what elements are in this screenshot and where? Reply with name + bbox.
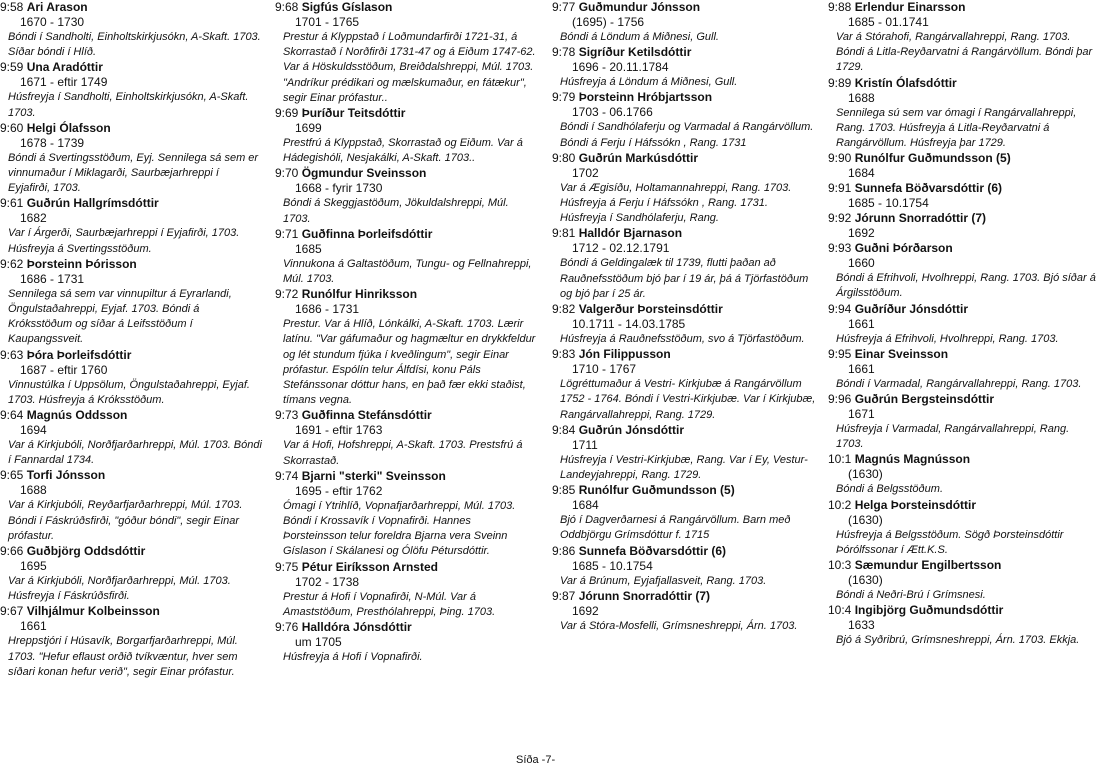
- entry-heading: [552, 347, 817, 362]
- life-dates: 1694: [20, 423, 47, 438]
- person-name: Guðfinna Stefánsdóttir: [301, 408, 432, 423]
- life-dates: 1685 - 01.1741: [848, 15, 929, 29]
- entry-heading: [552, 589, 817, 604]
- life-dates: 1678 - 1739: [20, 135, 85, 150]
- entry-heading: [828, 181, 1098, 196]
- biography-text: Prestur á Klyppstað í Loðmundarfirði 1721-31, á Skorrastað í Norðfirði 1731-47 og á Eiðum 1747-62. Var á Höskuldsstöðum, Breiðdalshreppi, Múl. 1703. "Andríkur prédikari og mælskumaður, en fátækur", segir Einar prófastur..: [283, 31, 536, 104]
- entry-number: 10:1: [828, 452, 852, 467]
- entry-heading: [0, 0, 262, 15]
- page-number: Síða -7-: [516, 754, 556, 766]
- life-dates: 1686 - 1731: [20, 271, 85, 286]
- entry-heading: [0, 468, 262, 483]
- entry-number: 9:92: [828, 211, 852, 226]
- person-entry: [828, 498, 1098, 558]
- entry-number: 9:96: [828, 392, 852, 407]
- person-entry: [828, 302, 1098, 347]
- person-entry: [0, 468, 262, 544]
- person-entry: [0, 121, 262, 197]
- life-dates: 1692: [572, 603, 599, 618]
- entry-number: 9:60: [0, 120, 24, 135]
- entry-heading: [552, 483, 817, 498]
- biography-text: Var á Kirkjubóli, Norðfjarðarhreppi, Múl. 1703. Húsfreyja í Fáskrúðsfirði.: [8, 575, 231, 603]
- person-name: Runólfur Guðmundsson (5): [578, 483, 735, 498]
- life-dates: 1685: [295, 241, 322, 256]
- person-name: Bjarni "sterki" Sveinsson: [301, 468, 446, 483]
- biography-text: Húsfreyja í Varmadal, Rangárvallahreppi, Rang. 1703.: [836, 423, 1070, 451]
- person-entry: [275, 227, 537, 287]
- person-entry: [552, 347, 817, 423]
- person-entry: [552, 151, 817, 227]
- entry-number: 10:4: [828, 603, 852, 618]
- biography-text: Hreppstjóri í Húsavík, Borgarfjarðarhreppi, Múl. 1703. "Hefur eflaust orðið tvíkvæntur, hver sem síðari konan hefur verið", segir Einar prófastur.: [8, 635, 238, 678]
- person-entry: [0, 257, 262, 348]
- biography-text: Húsfreyja á Belgsstöðum. Sögð Þorsteinsdóttir Þórólfssonar í Ætt.K.S.: [836, 528, 1064, 556]
- entry-number: 9:88: [828, 0, 852, 14]
- life-dates: 1702: [572, 165, 599, 180]
- biography-text: Bóndi í Varmadal, Rangárvallahreppi, Rang. 1703.: [836, 377, 1082, 390]
- biography-text: Húsfreyja á Efrihvoli, Hvolhreppi, Rang. 1703.: [836, 332, 1059, 345]
- person-entry: [552, 0, 817, 45]
- entry-heading: [275, 620, 537, 635]
- person-entry: [828, 392, 1098, 452]
- entry-heading: [552, 423, 817, 438]
- entry-heading: [275, 0, 537, 15]
- person-entry: [828, 452, 1098, 497]
- life-dates: 1710 - 1767: [572, 362, 637, 377]
- person-entry: [828, 347, 1098, 392]
- life-dates: (1630): [848, 512, 883, 527]
- entry-heading: [828, 302, 1098, 317]
- life-dates: (1630): [848, 573, 883, 588]
- entry-heading: [0, 121, 262, 136]
- entry-number: 10:2: [828, 497, 852, 512]
- person-entry: [552, 90, 817, 150]
- life-dates: 1688: [20, 483, 47, 498]
- entry-number: 9:87: [552, 588, 576, 603]
- biography-text: Vinnustúlka í Uppsölum, Öngulstaðahreppi, Eyjaf. 1703. Húsfreyja á Króksstöðum.: [8, 378, 250, 406]
- entry-heading: [828, 0, 1098, 15]
- person-entry: [828, 211, 1098, 241]
- biography-text: Var á Kirkjubóli, Norðfjarðarhreppi, Múl. 1703. Bóndi í Fannardal 1734.: [8, 439, 262, 467]
- entry-heading: [275, 408, 537, 423]
- entry-heading: [552, 151, 817, 166]
- column-3: [552, 0, 817, 634]
- entry-number: 9:86: [552, 543, 576, 558]
- entry-number: 9:59: [0, 60, 24, 75]
- biography-text: Var í Árgerði, Saurbæjarhreppi í Eyjafirði, 1703. Húsfreyja á Svertingsstöðum.: [8, 227, 240, 255]
- person-name: Sunnefa Böðvarsdóttir (6): [854, 181, 1003, 196]
- person-name: Kristín Ólafsdóttir: [854, 75, 957, 90]
- person-entry: [275, 560, 537, 620]
- person-entry: [275, 620, 537, 665]
- person-name: Þóra Þorleifsdóttir: [26, 347, 132, 362]
- entry-number: 9:73: [275, 408, 299, 423]
- entry-heading: [0, 196, 262, 211]
- entry-number: 9:64: [0, 408, 24, 423]
- life-dates: 1702 - 1738: [295, 574, 360, 589]
- entry-number: 10:3: [828, 558, 852, 573]
- entry-number: 9:84: [552, 422, 576, 437]
- biography-text: Prestfrú á Klyppstað, Skorrastað og Eiðum. Var á Hádegishóli, Nesjakálki, A-Skaft. 1703..: [283, 137, 523, 165]
- entry-number: 9:93: [828, 241, 852, 256]
- person-name: Einar Sveinsson: [854, 346, 949, 361]
- biography-text: Sennilega sá sem var vinnupiltur á Eyrarlandi, Öngulstaðahreppi, Eyjaf. 1703. Bóndi á Króksstöðum og síðar á Leifsstöðum í Kaupangssveit.: [8, 287, 232, 346]
- life-dates: 1684: [848, 166, 875, 181]
- person-entry: [275, 469, 537, 560]
- entry-heading: [275, 469, 537, 484]
- life-dates: 1682: [20, 211, 47, 226]
- person-entry: [828, 76, 1098, 152]
- column-4: [828, 0, 1098, 648]
- person-name: Vilhjálmur Kolbeinsson: [26, 604, 160, 619]
- person-name: Ari Arason: [26, 0, 88, 14]
- person-name: Ingibjörg Guðmundsdóttir: [854, 603, 1004, 618]
- person-entry: [552, 45, 817, 90]
- person-name: Þorsteinn Þórisson: [26, 256, 137, 271]
- biography-text: Bóndi á Geldingalæk til 1739, flutti þaðan að Rauðnefsstöðum bjó þar í 19 ár, þá á Tjörfastöðum og bjó þar í 25 ár.: [560, 257, 809, 300]
- person-name: Halldóra Jónsdóttir: [301, 620, 412, 635]
- entry-heading: [552, 544, 817, 559]
- person-name: Helgi Ólafsson: [26, 120, 111, 135]
- entry-number: 9:80: [552, 150, 576, 165]
- person-entry: [828, 558, 1098, 603]
- person-name: Sæmundur Engilbertsson: [854, 558, 1002, 573]
- life-dates: 1695: [20, 559, 47, 574]
- entry-number: 9:72: [275, 287, 299, 302]
- life-dates: 1712 - 02.12.1791: [572, 241, 670, 256]
- person-name: Þuríður Teitsdóttir: [301, 106, 406, 121]
- entry-number: 9:69: [275, 106, 299, 121]
- entry-number: 9:82: [552, 302, 576, 317]
- biography-text: Var á Stórahofi, Rangárvallahreppi, Rang. 1703. Bóndi á Litla-Reyðarvatni á Rangárvöllum. Bóndi þar 1729.: [836, 31, 1093, 74]
- entry-heading: [0, 408, 262, 423]
- biography-text: Var á Kirkjubóli, Reyðarfjarðarhreppi, Múl. 1703. Bóndi í Fáskrúðsfirði, "góður bóndi", segir Einar prófastur.: [8, 499, 243, 542]
- entry-heading: [552, 226, 817, 241]
- entry-heading: [275, 227, 537, 242]
- biography-text: Bóndi á Löndum á Miðnesi, Gull.: [560, 31, 719, 43]
- person-entry: [828, 0, 1098, 76]
- column-1: [0, 0, 262, 680]
- person-name: Magnús Oddsson: [26, 408, 128, 423]
- entry-heading: [828, 498, 1098, 513]
- entry-number: 9:95: [828, 346, 852, 361]
- entry-heading: [828, 558, 1098, 573]
- biography-text: Var á Ægisíðu, Holtamannahreppi, Rang. 1703. Húsfreyja á Ferju í Háfssókn , Rang. 1731. Húsfreyja í Sandhólaferju, Rang.: [560, 181, 792, 225]
- biography-text: Bóndi á Neðri-Brú í Grímsnesi.: [836, 589, 986, 602]
- biography-text: Bóndi í Sandholti, Einholtskirkjusókn, A-Skaft. 1703. Síðar bóndi í Hlíð.: [8, 31, 261, 59]
- biography-text: Var á Brúnum, Eyjafjallasveit, Rang. 1703.: [560, 574, 767, 587]
- entry-number: 9:71: [275, 226, 299, 241]
- life-dates: 1668 - fyrir 1730: [295, 181, 383, 196]
- entry-heading: [828, 603, 1098, 618]
- entry-number: 9:94: [828, 301, 852, 316]
- life-dates: 1695 - eftir 1762: [295, 483, 383, 498]
- life-dates: 1660: [848, 256, 875, 271]
- person-entry: [0, 408, 262, 468]
- entry-heading: [0, 544, 262, 559]
- life-dates: 1661: [848, 316, 875, 331]
- person-name: Helga Þorsteinsdóttir: [854, 497, 977, 512]
- person-name: Halldór Bjarnason: [578, 226, 683, 241]
- person-entry: [275, 0, 537, 106]
- entry-heading: [0, 257, 262, 272]
- person-name: Sigríður Ketilsdóttir: [578, 45, 692, 60]
- person-entry: [552, 544, 817, 589]
- life-dates: 1691 - eftir 1763: [295, 423, 383, 438]
- entry-number: 9:62: [0, 256, 24, 271]
- life-dates: 1687 - eftir 1760: [20, 362, 108, 377]
- person-name: Guðríður Jónsdóttir: [854, 301, 969, 316]
- person-name: Valgerður Þorsteinsdóttir: [578, 302, 723, 317]
- entry-heading: [552, 45, 817, 60]
- biography-text: Bóndi á Belgsstöðum.: [836, 483, 944, 496]
- entry-number: 9:91: [828, 181, 852, 196]
- entry-heading: [828, 347, 1098, 362]
- entry-heading: [275, 560, 537, 575]
- entry-heading: [275, 287, 537, 302]
- person-name: Guðrún Jónsdóttir: [578, 422, 685, 437]
- entry-number: 9:74: [275, 468, 299, 483]
- biography-text: Var á Stóra-Mosfelli, Grímsneshreppi, Árn. 1703.: [560, 619, 798, 632]
- person-name: Jórunn Snorradóttir (7): [854, 211, 987, 226]
- life-dates: 1670 - 1730: [20, 15, 85, 29]
- person-name: Sigfús Gíslason: [301, 0, 393, 14]
- person-entry: [828, 151, 1098, 181]
- entry-number: 9:61: [0, 196, 24, 211]
- person-entry: [828, 181, 1098, 211]
- biography-text: Húsfreyja á Hofi í Vopnafirði.: [283, 651, 423, 664]
- life-dates: 1711: [572, 437, 598, 452]
- life-dates: 1661: [20, 619, 47, 634]
- entry-heading: [552, 0, 817, 15]
- biography-text: Húsfreyja á Rauðnefsstöðum, svo á Tjörfastöðum.: [560, 333, 805, 346]
- entry-number: 9:79: [552, 90, 576, 105]
- entry-number: 9:81: [552, 226, 576, 241]
- life-dates: 1701 - 1765: [295, 15, 360, 29]
- person-name: Þorsteinn Hróbjartsson: [578, 90, 713, 105]
- person-entry: [552, 302, 817, 347]
- entry-heading: [275, 166, 537, 181]
- entry-number: 9:83: [552, 347, 576, 362]
- entry-number: 9:65: [0, 468, 24, 483]
- entry-number: 9:63: [0, 347, 24, 362]
- entry-number: 9:67: [0, 604, 24, 619]
- entry-heading: [828, 241, 1098, 256]
- biography-text: Ómagi í Ytrihlíð, Vopnafjarðarhreppi, Múl. 1703. Bóndi í Krossavík í Vopnafirði. Hannes Þorsteinsson telur foreldra Bjarna vera Sveinn Gíslason í Skálanesi og Ólöfu Pétursdóttir.: [283, 499, 516, 558]
- biography-text: Bjó í Dagverðarnesi á Rangárvöllum. Barn með Oddbjörgu Grímsdóttur f. 1715: [560, 514, 791, 542]
- life-dates: 1685 - 10.1754: [572, 558, 653, 573]
- person-entry: [828, 603, 1098, 648]
- life-dates: 1685 - 10.1754: [848, 196, 929, 211]
- biography-text: Bóndi á Efrihvoli, Hvolhreppi, Rang. 1703. Bjó síðar á Árgilsstöðum.: [836, 272, 1096, 300]
- life-dates: 1703 - 06.1766: [572, 105, 653, 120]
- person-entry: [552, 423, 817, 483]
- entry-heading: [0, 60, 262, 75]
- person-entry: [0, 544, 262, 604]
- entry-number: 9:78: [552, 45, 576, 60]
- person-name: Guðni Þórðarson: [854, 241, 953, 256]
- biography-text: Húsfreyja í Sandholti, Einholtskirkjusókn, A-Skaft. 1703.: [8, 91, 249, 119]
- entry-heading: [828, 211, 1098, 226]
- biography-text: Bjó á Syðribrú, Grímsneshreppi, Árn. 1703. Ekkja.: [836, 634, 1080, 647]
- person-entry: [275, 106, 537, 166]
- biography-text: Prestur. Var á Hlíð, Lónkálki, A-Skaft. 1703. Lærir latínu. "Var gáfumaður og hagmæltur en drykkfeldur og lét stundum fjúka í kveðlingum", segir Einar prófastur. Espólín telur Álfdísi, konu Páls Stefánssonar dóttur hans, en það fær ekki staðist, tímans vegna.: [283, 318, 536, 407]
- entry-heading: [828, 452, 1098, 467]
- biography-text: Lögréttumaður á Vestri- Kirkjubæ á Rangárvöllum 1752 - 1764. Bóndi í Vestri-Kirkjubæ. Var í Kirkjubæ, Rangárvallahreppi, Rang. 1729.: [560, 378, 816, 421]
- biography-text: Var á Hofi, Hofshreppi, A-Skaft. 1703. Prestsfrú á Skorrastað.: [283, 439, 523, 467]
- life-dates: 1671: [848, 407, 875, 422]
- biography-text: Bóndi á Svertingsstöðum, Eyj. Sennilega sá sem er vinnumaður í Miklagarði, Saurbæjarhreppi í Eyjafirði, 1703.: [8, 151, 259, 195]
- life-dates: 1692: [848, 226, 875, 241]
- entry-number: 9:68: [275, 0, 299, 14]
- entry-number: 9:58: [0, 0, 24, 14]
- person-entry: [275, 287, 537, 408]
- life-dates: 1684: [572, 498, 599, 513]
- entry-heading: [828, 392, 1098, 407]
- column-2: [275, 0, 537, 665]
- person-name: Erlendur Einarsson: [854, 0, 966, 14]
- person-name: Magnús Magnússon: [854, 452, 971, 467]
- person-name: Pétur Eiríksson Arnsted: [301, 559, 438, 574]
- life-dates: 1633: [848, 618, 875, 633]
- person-name: Jón Filippusson: [578, 347, 671, 362]
- life-dates: 1661: [848, 361, 875, 376]
- entry-number: 9:89: [828, 75, 852, 90]
- person-name: Guðbjörg Oddsdóttir: [26, 544, 146, 559]
- biography-text: Húsfreyja í Vestri-Kirkjubæ, Rang. Var í Ey, Vestur-Landeyjahreppi, Rang. 1729.: [560, 453, 808, 482]
- biography-text: Sennilega sú sem var ómagi í Rangárvallahreppi, Rang. 1703. Húsfreyja á Litla-Reyðarvatni á Rangárvöllum. Húsfreyja þar 1729.: [836, 106, 1077, 150]
- entry-number: 9:90: [828, 151, 852, 166]
- life-dates: 1699: [295, 121, 322, 136]
- entry-number: 9:76: [275, 620, 299, 635]
- life-dates: (1630): [848, 467, 883, 482]
- entry-heading: [828, 151, 1098, 166]
- person-name: Guðrún Markúsdóttir: [578, 150, 699, 165]
- person-entry: [0, 0, 262, 60]
- person-name: Guðfinna Þorleifsdóttir: [301, 226, 433, 241]
- person-entry: [275, 166, 537, 226]
- person-entry: [552, 589, 817, 634]
- life-dates: (1695) - 1756: [572, 15, 645, 29]
- entry-heading: [275, 106, 537, 121]
- entry-heading: [552, 90, 817, 105]
- entry-number: 9:66: [0, 544, 24, 559]
- life-dates: 1671 - eftir 1749: [20, 75, 108, 90]
- entry-heading: [0, 604, 262, 619]
- person-entry: [552, 483, 817, 543]
- person-name: Jórunn Snorradóttir (7): [578, 588, 711, 603]
- biography-text: Bóndi á Skeggjastöðum, Jökuldalshreppi, Múl. 1703.: [283, 197, 509, 225]
- life-dates: um 1705: [295, 635, 342, 650]
- person-entry: [0, 60, 262, 120]
- entry-heading: [552, 302, 817, 317]
- entry-number: 9:77: [552, 0, 576, 14]
- life-dates: 1696 - 20.11.1784: [572, 60, 669, 75]
- person-entry: [0, 348, 262, 408]
- person-name: Guðmundur Jónsson: [578, 0, 701, 14]
- entry-number: 9:85: [552, 483, 576, 498]
- person-name: Torfi Jónsson: [26, 468, 106, 483]
- biography-text: Húsfreyja á Löndum á Miðnesi, Gull.: [560, 76, 738, 89]
- life-dates: 1686 - 1731: [295, 302, 360, 317]
- person-entry: [275, 408, 537, 468]
- person-entry: [0, 196, 262, 256]
- entry-heading: [828, 76, 1098, 91]
- biography-text: Bóndi í Sandhólaferju og Varmadal á Rangárvöllum. Bóndi á Ferju í Háfssókn , Rang. 1731: [560, 121, 814, 149]
- entry-heading: [0, 348, 262, 363]
- entry-number: 9:70: [275, 166, 299, 181]
- person-name: Sunnefa Böðvarsdóttir (6): [578, 543, 727, 558]
- biography-text: Vinnukona á Galtastöðum, Tungu- og Fellnahreppi, Múl. 1703.: [283, 257, 532, 286]
- person-entry: [552, 226, 817, 302]
- person-name: Runólfur Guðmundsson (5): [854, 151, 1011, 166]
- life-dates: 10.1711 - 14.03.1785: [572, 317, 686, 332]
- person-name: Runólfur Hinriksson: [301, 287, 418, 302]
- person-name: Guðrún Bergsteinsdóttir: [854, 392, 995, 407]
- life-dates: 1688: [848, 90, 875, 105]
- person-entry: [828, 241, 1098, 301]
- person-name: Ögmundur Sveinsson: [301, 166, 427, 181]
- person-name: Guðrún Hallgrímsdóttir: [26, 196, 159, 211]
- person-entry: [0, 604, 262, 680]
- entry-number: 9:75: [275, 559, 299, 574]
- biography-text: Prestur á Hofi í Vopnafirði, N-Múl. Var á Amaststöðum, Presthólahreppi, Þing. 1703.: [283, 590, 496, 618]
- person-name: Una Aradóttir: [26, 60, 103, 75]
